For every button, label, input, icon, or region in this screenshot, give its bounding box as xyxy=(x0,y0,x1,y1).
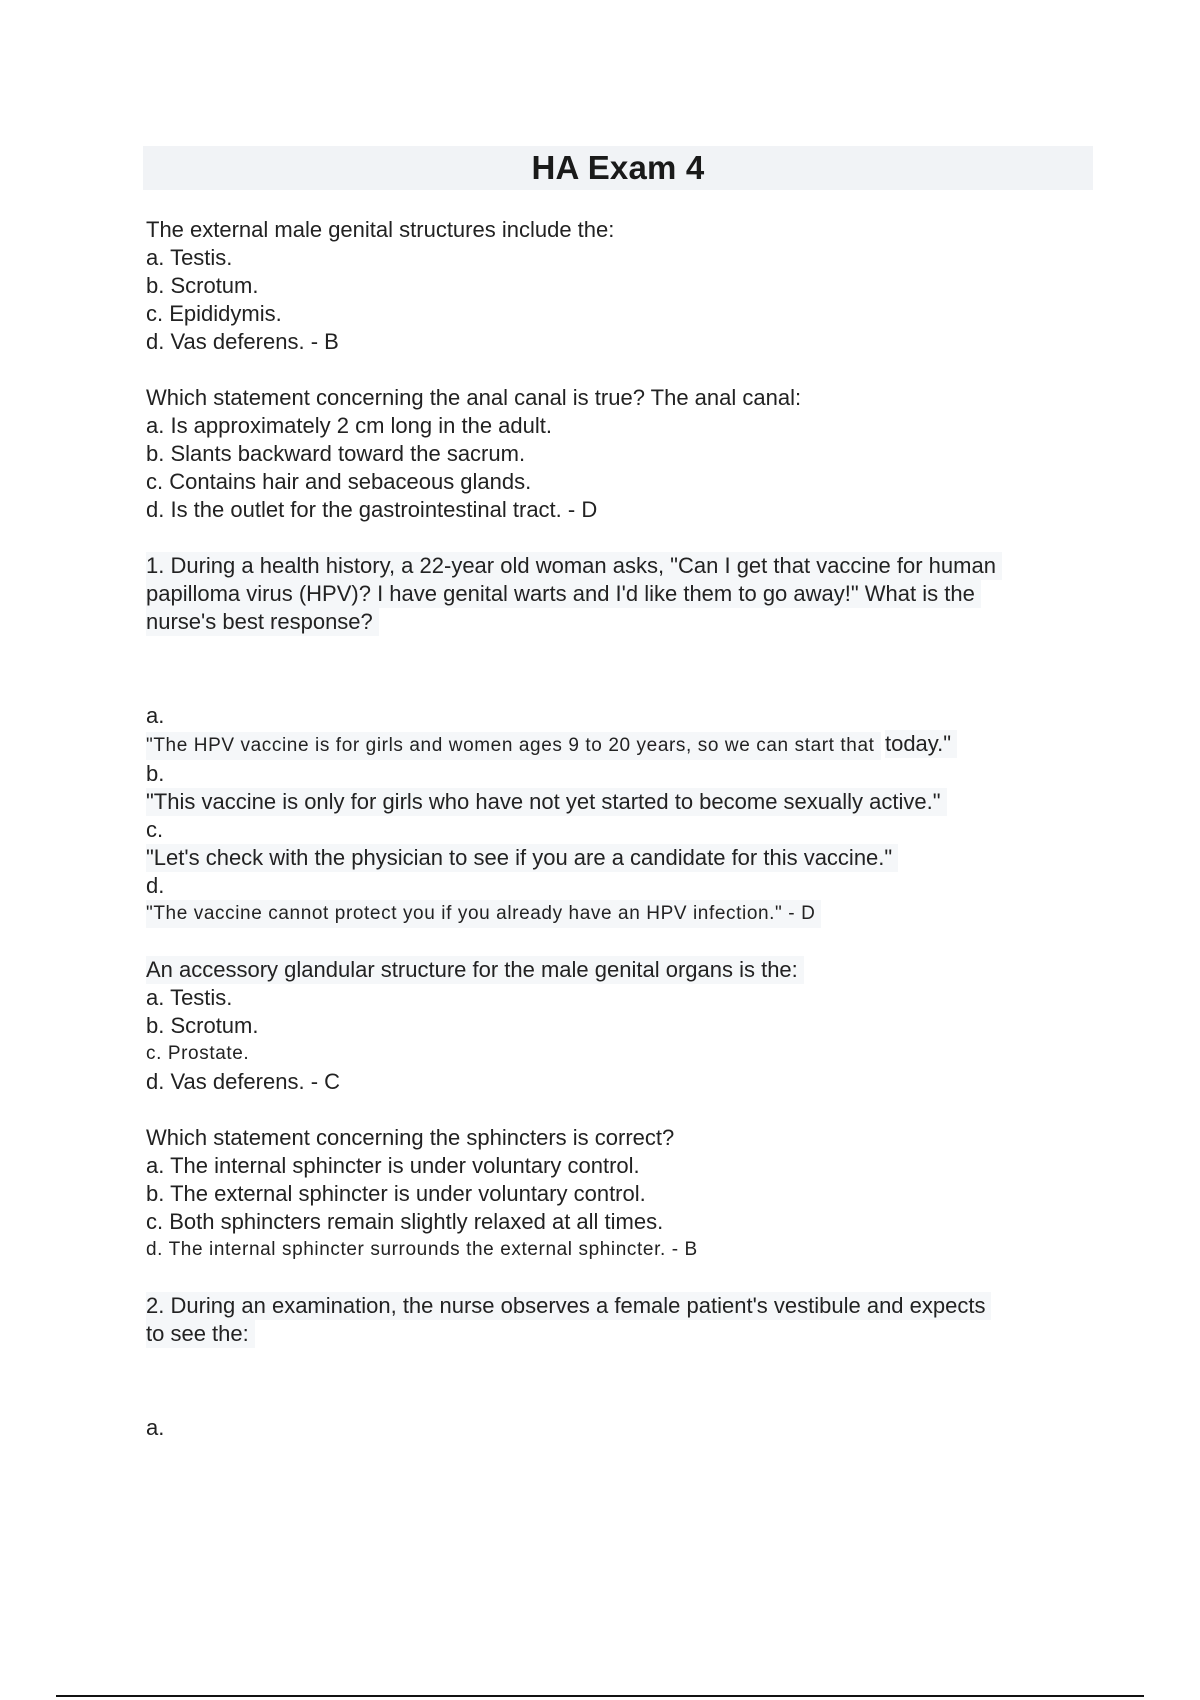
question-block xyxy=(146,1292,1096,1442)
question-block xyxy=(146,384,1096,524)
document-body xyxy=(146,216,1096,1442)
answer-option: c. Prostate. xyxy=(146,1043,250,1064)
answer-option: d. Vas deferens. - B xyxy=(146,329,339,354)
answer-option-letter: a. xyxy=(146,1415,165,1440)
answer-option-letter: c. xyxy=(146,817,164,842)
question-stem: An accessory glandular structure for the male genital organs is the: xyxy=(146,956,804,984)
question-stem: Which statement concerning the sphincters is correct? xyxy=(146,1125,675,1150)
answer-option: b. Scrotum. xyxy=(146,273,259,298)
title-banner xyxy=(143,146,1093,190)
answer-option: d. Is the outlet for the gastrointestinal tract. - D xyxy=(146,497,598,522)
question-block xyxy=(146,216,1096,356)
answer-option-letter: a. xyxy=(146,703,165,728)
question-stem: to see the: xyxy=(146,1320,255,1348)
question-stem: Which statement concerning the anal canal is true? The anal canal: xyxy=(146,385,802,410)
answer-option-text: "The HPV vaccine is for girls and women ages 9 to 20 years, so we can start that xyxy=(146,732,881,760)
answer-option-text: today." xyxy=(885,730,957,758)
page-bottom-rule xyxy=(56,1695,1144,1697)
question-stem: 2. During an examination, the nurse observes a female patient's vestibule and expects xyxy=(146,1292,991,1320)
answer-option-letter: b. xyxy=(146,761,165,786)
question-stem: The external male genital structures include the: xyxy=(146,217,615,242)
answer-option-text: "This vaccine is only for girls who have not yet started to become sexually active." xyxy=(146,788,947,816)
answer-option: a. Testis. xyxy=(146,245,233,270)
document-title: HA Exam 4 xyxy=(531,149,705,186)
question-stem: nurse's best response? xyxy=(146,608,379,636)
answer-option-letter: d. xyxy=(146,873,165,898)
question-block xyxy=(146,552,1096,928)
answer-option-text: "Let's check with the physician to see if you are a candidate for this vaccine." xyxy=(146,844,898,872)
answer-option: c. Epididymis. xyxy=(146,301,282,326)
answer-option: a. Is approximately 2 cm long in the adult. xyxy=(146,413,552,438)
answer-option: d. Vas deferens. - C xyxy=(146,1069,341,1094)
answer-option: b. The external sphincter is under voluntary control. xyxy=(146,1181,646,1206)
answer-option: b. Slants backward toward the sacrum. xyxy=(146,441,526,466)
answer-option: c. Both sphincters remain slightly relaxed at all times. xyxy=(146,1209,664,1234)
answer-option: d. The internal sphincter surrounds the external sphincter. - B xyxy=(146,1239,698,1260)
answer-option-text: "The vaccine cannot protect you if you already have an HPV infection." - D xyxy=(146,900,821,928)
answer-option: a. The internal sphincter is under voluntary control. xyxy=(146,1153,640,1178)
question-block xyxy=(146,956,1096,1096)
answer-option: a. Testis. xyxy=(146,985,233,1010)
answer-option: b. Scrotum. xyxy=(146,1013,259,1038)
question-block xyxy=(146,1124,1096,1264)
question-stem: papilloma virus (HPV)? I have genital warts and I'd like them to go away!" What is the xyxy=(146,580,981,608)
question-stem: 1. During a health history, a 22-year old woman asks, "Can I get that vaccine for human xyxy=(146,552,1002,580)
answer-option: c. Contains hair and sebaceous glands. xyxy=(146,469,532,494)
